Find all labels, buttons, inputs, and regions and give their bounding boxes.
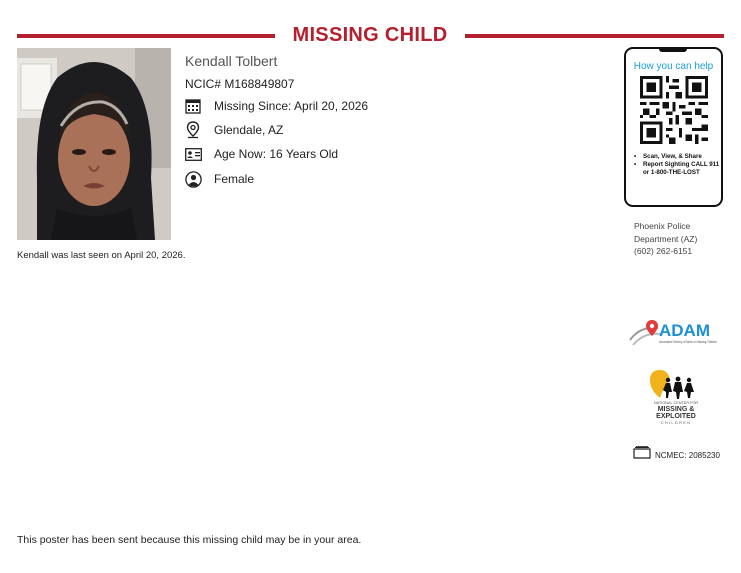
phone-notch bbox=[659, 48, 687, 52]
ncmec-line1: NATIONAL CENTER FOR bbox=[653, 401, 699, 405]
help-phone-card bbox=[624, 47, 723, 207]
sex-row bbox=[184, 170, 254, 188]
qr-code[interactable] bbox=[640, 76, 708, 144]
sex: Female bbox=[214, 172, 255, 186]
agency-contact bbox=[634, 220, 697, 258]
help-title: How you can help bbox=[633, 61, 714, 72]
footer-note: This poster has been sent because this missing child may be in your area. bbox=[17, 534, 362, 546]
missing-since: Missing Since: April 20, 2026 bbox=[214, 99, 369, 113]
child-name: Kendall Tolbert bbox=[185, 53, 278, 69]
help-list bbox=[634, 153, 720, 177]
missing-since-row bbox=[184, 97, 368, 115]
ncmec-line4: CHILDREN bbox=[660, 421, 692, 425]
id-card-icon bbox=[184, 145, 202, 163]
adam-logo bbox=[628, 318, 720, 354]
last-seen-text: Kendall was last seen on April 20, 2026. bbox=[17, 250, 186, 261]
ncic-number: NCIC# M168849807 bbox=[185, 77, 295, 91]
person-icon bbox=[184, 170, 202, 188]
folder-icon bbox=[633, 446, 651, 464]
calendar-icon bbox=[184, 97, 202, 115]
header-rule-left bbox=[17, 34, 275, 38]
adam-tagline: Automated Delivery of Alerts on Missing Children bbox=[659, 340, 717, 344]
location-pin-icon bbox=[184, 121, 202, 139]
ncmec-id-text: NCMEC: 2085230 bbox=[655, 450, 720, 460]
ncmec-logo bbox=[646, 368, 706, 428]
agency-name-line1: Phoenix Police bbox=[634, 221, 691, 231]
help-item-report: • Report Sighting CALL 911 or 1-800-THE-LOST bbox=[634, 161, 720, 177]
poster-title: MISSING CHILD bbox=[292, 24, 448, 46]
header-rule-right bbox=[465, 34, 724, 38]
location-row bbox=[184, 121, 283, 139]
child-photo bbox=[17, 48, 171, 240]
ncmec-line3: EXPLOITED bbox=[656, 413, 696, 420]
adam-wordmark: ADAM bbox=[659, 321, 710, 340]
age-row bbox=[184, 145, 338, 163]
help-item-share: • Scan, View, & Share bbox=[634, 153, 720, 161]
ncmec-line2: MISSING & bbox=[657, 406, 695, 413]
location: Glendale, AZ bbox=[214, 123, 284, 137]
agency-name-line2: Department (AZ) bbox=[634, 233, 698, 244]
age-now: Age Now: 16 Years Old bbox=[214, 147, 339, 161]
ncmec-case-id bbox=[633, 446, 720, 464]
agency-phone[interactable]: (602) 262-6151 bbox=[634, 246, 693, 256]
